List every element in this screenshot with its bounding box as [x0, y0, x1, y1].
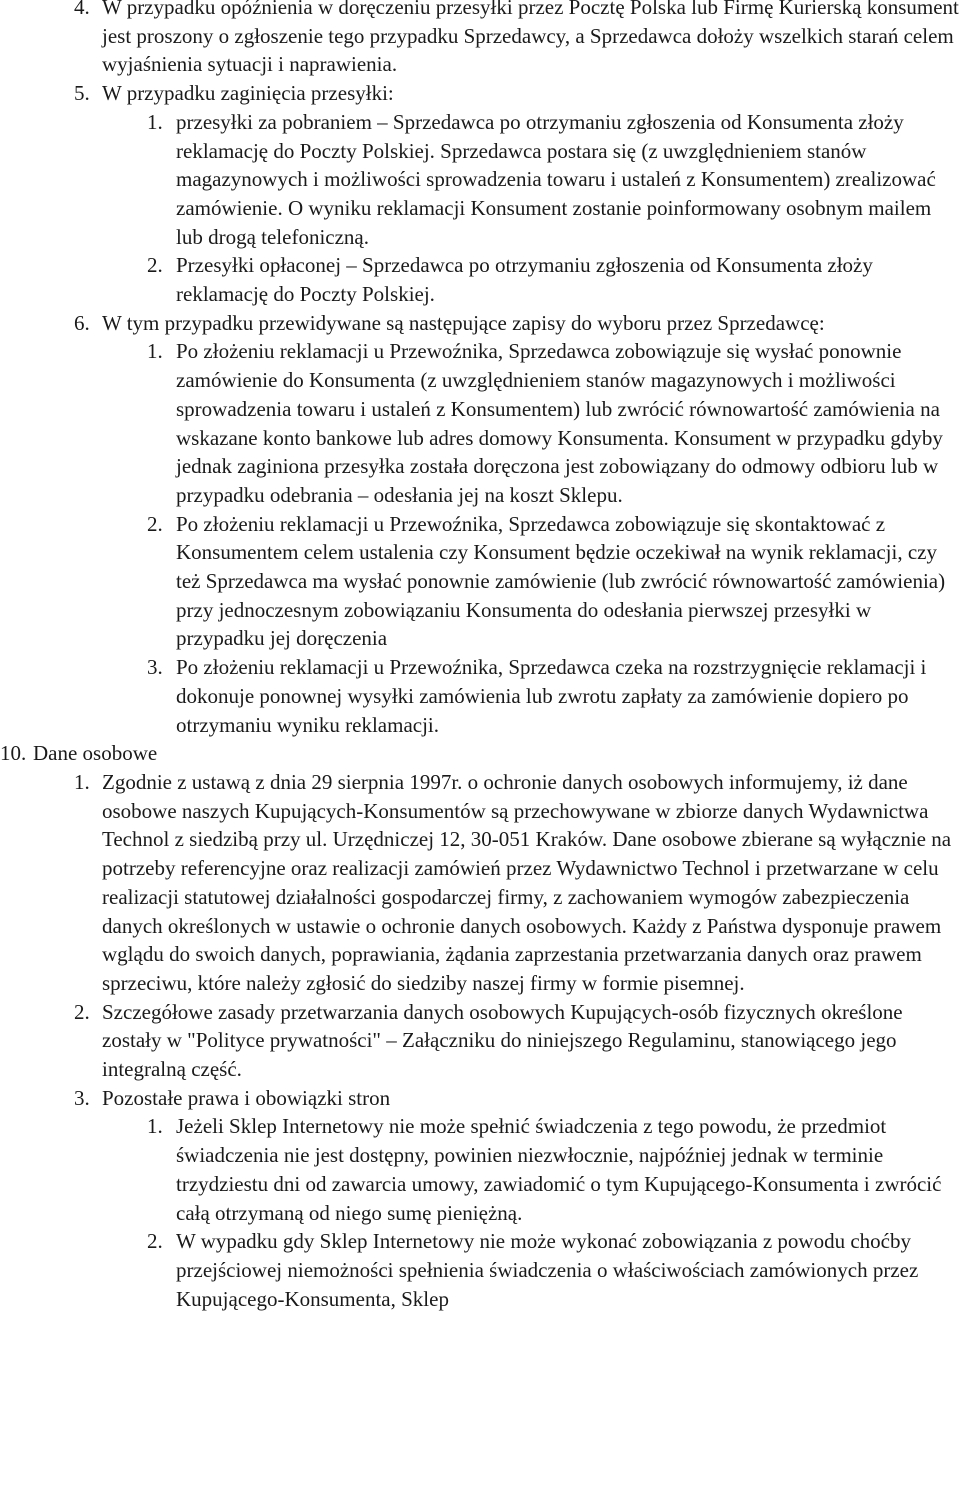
list-item-5-1: [0, 108, 960, 252]
list-item-6: [0, 309, 960, 338]
list-item-10-3: [0, 1084, 960, 1113]
item-text: Po złożeniu reklamacji u Przewoźnika, Sprzedawca zobowiązuje się skontaktować z Konsumentem celem ustalenia czy Konsument będzie oczekiwał na wynik reklamacji, czy też Sprzedawca ma wysłać ponownie zamówienie (lub zwrócić równowartość zamówienia) przy jednoczesnym zobowiązaniu Konsumenta do odesłania pierwszej przesyłki w przypadku jej doręczenia: [176, 511, 946, 651]
item-number: 5.: [74, 81, 90, 106]
list-item-6-2: [0, 510, 960, 654]
item-text: Jeżeli Sklep Internetowy nie może spełnić świadczenia z tego powodu, że przedmiot świadczenia nie jest dostępny, powinien niezwłocznie, najpóźniej jednak w terminie trzydziestu dni od zawarcia umowy, zawiadomić o tym Kupującego-Konsumenta i zwrócić całą otrzymaną od niego sumę pieniężną.: [176, 1114, 942, 1225]
item-text: Pozostałe prawa i obowiązki stron: [102, 1085, 391, 1110]
item-text: Zgodnie z ustawą z dnia 29 sierpnia 1997r. o ochronie danych osobowych informujemy, iż dane osobowe naszych Kupujących-Konsumentów są przechowywane w zbiorze danych Wydawnictwa Technol z siedzibą przy ul. Urzędniczej 12, 30-051 Kraków. Dane osobowe zbierane są wyłącznie na potrzeby referencyjne oraz realizacji zamówień przez Wydawnictwo Technol i przetwarzane w celu realizacji statutowej działalności gospodarczej firmy, z zachowaniem wymogów zabezpieczenia danych określonych w ustawie o ochronie danych osobowych. Każdy z Państwa dysponuje prawem wglądu do swoich danych, poprawiania, żądania zaprzestania przetwarzania danych oraz prawem sprzeciwu, które należy zgłosić do siedziby naszej firmy w formie pisemnej.: [102, 769, 952, 995]
item-number: 2.: [147, 253, 163, 278]
item-number: 1.: [74, 769, 90, 794]
item-number: 2.: [147, 1229, 163, 1254]
list-item-6-3: [0, 653, 960, 739]
item-number: 4.: [74, 0, 90, 19]
item-number: 2.: [147, 511, 163, 536]
item-number: 3.: [74, 1085, 90, 1110]
list-item-10-3-2: [0, 1227, 960, 1313]
section-number: 10.: [0, 741, 27, 766]
item-text: W przypadku opóźnienia w doręczeniu przesyłki przez Pocztę Polska lub Firmę Kurierską konsument jest proszony o zgłoszenie tego przypadku Sprzedawcy, a Sprzedawca dołoży wszelkich starań celem wyjaśnienia sytuacji i naprawienia.: [102, 0, 959, 77]
item-number: 2.: [74, 999, 90, 1024]
item-text: W tym przypadku przewidywane są następujące zapisy do wyboru przez Sprzedawcę:: [102, 310, 825, 335]
list-item-10-3-1: [0, 1112, 960, 1227]
list-item-6-1: [0, 337, 960, 509]
list-item-10-2: [0, 998, 960, 1084]
item-number: 6.: [74, 310, 90, 335]
section-title: Dane osobowe: [33, 741, 158, 766]
item-text: przesyłki za pobraniem – Sprzedawca po otrzymaniu zgłoszenia od Konsumenta złoży reklamację do Poczty Polskiej. Sprzedawca postara się (z uwzględnieniem stanów magazynowych i możliwości sprowadzenia towaru i ustaleń z Konsumentem) zrealizować zamówienie. O wyniku reklamacji Konsument zostanie poinformowany osobnym mailem lub drogą telefoniczną.: [176, 109, 936, 249]
list-item-4: [0, 0, 960, 79]
item-number: 1.: [147, 339, 163, 364]
item-text: W przypadku zaginięcia przesyłki:: [102, 81, 394, 106]
list-item-5-2: [0, 251, 960, 308]
item-text: Przesyłki opłaconej – Sprzedawca po otrzymaniu zgłoszenia od Konsumenta złoży reklamację do Poczty Polskiej.: [176, 253, 873, 307]
item-text: Szczegółowe zasady przetwarzania danych osobowych Kupujących-osób fizycznych określone zostały w "Polityce prywatności" – Załączniku do niniejszego Regulaminu, stanowiącego jego integralną część.: [102, 999, 903, 1082]
item-text: W wypadku gdy Sklep Internetowy nie może wykonać zobowiązania z powodu choćby przejściowej niemożności spełnienia świadczenia o właściwościach zamówionych przez Kupującego-Konsumenta, Sklep: [176, 1229, 919, 1311]
list-item-5: [0, 79, 960, 108]
item-number: 1.: [147, 1114, 163, 1139]
list-item-10-1: [0, 768, 960, 998]
item-number: 1.: [147, 109, 163, 134]
item-number: 3.: [147, 655, 163, 680]
item-text: Po złożeniu reklamacji u Przewoźnika, Sprzedawca zobowiązuje się wysłać ponownie zamówienie do Konsumenta (z uwzględnieniem stanów magazynowych i możliwości sprowadzenia towaru i ustaleń z Konsumentem) lub zwrócić równowartość zamówienia na wskazane konto bankowe lub adres domowy Konsumenta. Konsument w przypadku gdyby jednak zaginiona przesyłka została doręczona jest zobowiązany do odmowy odbioru lub w przypadku odebrania – odesłania jej na koszt Sklepu.: [176, 339, 943, 507]
section-10-heading: [0, 739, 960, 768]
item-text: Po złożeniu reklamacji u Przewoźnika, Sprzedawca czeka na rozstrzygnięcie reklamacji i dokonuje ponownej wysyłki zamówienia lub zwrotu zapłaty za zamówienie dopiero po otrzymaniu wyniku reklamacji.: [176, 655, 927, 737]
